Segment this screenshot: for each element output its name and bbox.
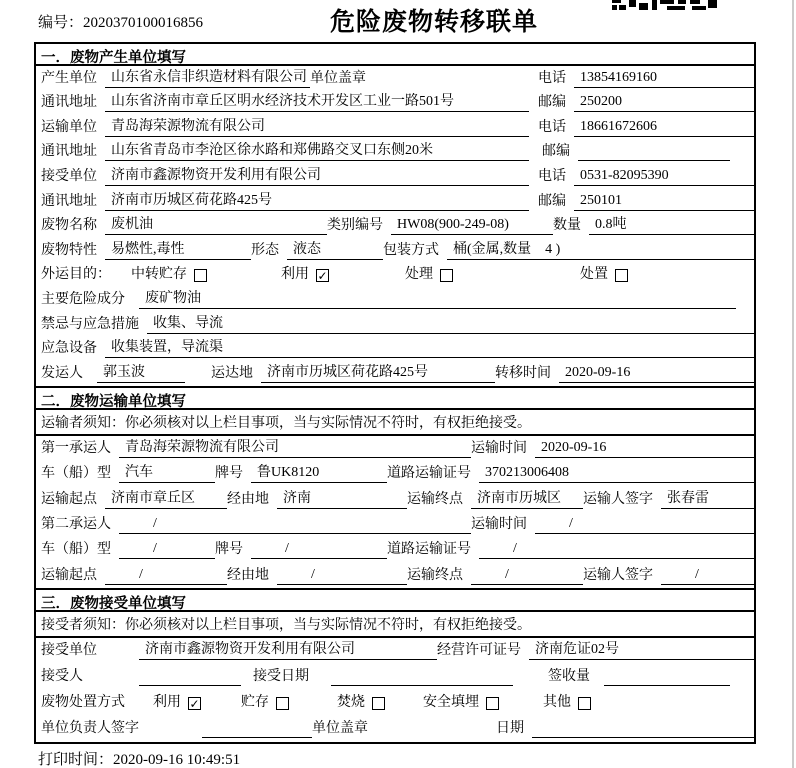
form-row [36,263,754,288]
field-label: 道路运输证号 [387,542,471,558]
section-receiver [36,588,754,742]
unchecked-checkbox-icon [440,269,453,282]
field-label: 邮编 [538,193,566,209]
field-value: 济南市章丘区 [105,490,227,509]
field-label: 废物处置方式 [41,695,125,711]
field-label: 主要危险成分 [41,291,125,307]
field-value: / [119,515,471,534]
blank-underline [331,667,513,686]
field-value: 370213006408 [479,464,754,483]
field-label: 禁忌与应急措施 [41,316,139,332]
field-label: 经营许可证号 [437,643,521,659]
section-heading: 一．废物产生单位填写 [36,44,754,66]
field-value: 2020-09-16 [535,439,754,458]
field-value: 张春雷 [661,490,754,509]
form-row [36,91,754,116]
checkbox-option [580,266,628,284]
field-value: 废机油 [105,216,327,235]
unchecked-checkbox-icon [372,697,385,710]
field-label: 通讯地址 [41,193,97,209]
section-producer [36,44,754,386]
checkbox-label: 其他 [543,695,571,711]
page-title: 危险废物转移联单 [330,9,539,36]
field-value: / [251,540,387,559]
field-value: 桶(金属,数量 4 ) [447,241,754,260]
form-row [36,638,754,664]
field-value: / [471,566,583,585]
form-row [36,140,754,165]
field-label: 单位盖章 [310,70,366,86]
field-label: 电话 [538,119,566,135]
form-row [36,512,754,537]
field-value: 250101 [574,192,754,211]
field-value: 青岛海荣源物流有限公司 [119,439,471,458]
field-value: 易燃性,毒性 [105,241,251,260]
field-value: 汽车 [119,464,215,483]
checkbox-option [405,266,453,284]
form-row [36,361,754,386]
field-value: HW08(900-249-08) [391,216,553,235]
form-row [36,663,754,689]
field-label: 单位盖章 [312,721,368,737]
notice-text: 运输者须知：你必须核对以上栏目事项，当与实际情况不符时，有权拒绝接受。 [36,410,754,436]
field-label: 经由地 [227,567,269,583]
unchecked-checkbox-icon [578,697,591,710]
field-value: 2020-09-16 [559,364,754,383]
form-row [36,214,754,239]
checkbox-option [153,694,201,712]
field-label: 发运人 [41,365,83,381]
field-label: 接受单位 [41,643,97,659]
unchecked-checkbox-icon [615,269,628,282]
field-label: 通讯地址 [41,144,97,160]
field-label: 包装方式 [383,242,439,258]
field-label: 单位负责人签字 [41,721,139,737]
form-row [36,115,754,140]
print-time-label: 打印时间： [38,752,114,768]
checkbox-label: 处理 [405,267,433,283]
checkbox-option [131,266,207,284]
serial-label: 编号： [38,15,84,31]
field-label: 运输时间 [471,441,527,457]
field-label: 接受人 [41,669,83,685]
field-label: 外运目的： [41,267,111,283]
checked-checkbox-icon: ✓ [189,696,200,711]
field-label: 形态 [251,242,279,258]
form-row [36,436,754,461]
field-value: 0.8吨 [589,216,754,235]
field-value: 济南市历城区 [471,490,583,509]
field-value: 济南危证02号 [529,641,754,660]
field-value: 山东省济南市章丘区明水经济技术开发区工业一路501号 [105,93,529,112]
field-label: 应急设备 [41,341,97,357]
field-label: 转移时间 [495,365,551,381]
field-value: 济南市历城区荷花路425号 [261,364,495,383]
form-row [36,486,754,511]
form-row [36,337,754,362]
field-value: 济南市鑫源物资开发利用有限公司 [139,641,437,660]
field-label: 运输人签字 [583,567,653,583]
field-value: 郭玉波 [97,364,185,383]
form-row [36,537,754,562]
serial-number [38,11,203,32]
section-heading: 二．废物运输单位填写 [36,388,754,410]
field-label: 签收量 [548,669,590,685]
field-value: 山东省永信非织造材料有限公司 [105,69,310,88]
field-value: / [535,515,754,534]
field-label: 运输终点 [407,491,463,507]
field-label: 废物名称 [41,218,97,234]
page-edge-line [792,0,794,768]
section-heading: 三．废物接受单位填写 [36,590,754,612]
field-value: 济南市历城区荷花路425号 [105,192,529,211]
unchecked-checkbox-icon [486,697,499,710]
field-value: 收集、导流 [147,315,754,334]
field-label: 通讯地址 [41,95,97,111]
field-value: 收集装置，导流渠 [105,339,754,358]
checkbox-option [543,694,591,712]
field-label: 电话 [538,168,566,184]
blank-underline [532,719,754,738]
field-value: 废矿物油 [139,290,736,309]
field-value: 济南市鑫源物资开发利用有限公司 [105,167,529,186]
field-label: 道路运输证号 [387,466,471,482]
blank-underline [139,667,241,686]
unchecked-checkbox-icon [276,697,289,710]
form-row [36,164,754,189]
field-label: 经由地 [227,491,269,507]
blank-underline [604,667,730,686]
field-value: 济南 [277,490,407,509]
field-label: 第一承运人 [41,441,111,457]
field-label: 产生单位 [41,70,97,86]
field-value: 250200 [574,93,754,112]
checkbox-label: 中转贮存 [131,267,187,283]
field-value: / [119,540,215,559]
field-label: 运输时间 [471,516,527,532]
form-row [36,66,754,91]
form-row [36,461,754,486]
qr-code-fragment [612,0,717,10]
field-label: 第二承运人 [41,516,111,532]
blank-underline [578,142,730,161]
field-label: 运输起点 [41,567,97,583]
form-row [36,189,754,214]
field-label: 接受单位 [41,168,97,184]
form-row [36,715,754,741]
checkbox-label: 利用 [281,267,309,283]
field-value: / [105,566,227,585]
checked-checkbox-icon: ✓ [317,268,328,283]
field-label: 电话 [538,70,566,86]
field-label: 邮编 [538,95,566,111]
manifest-form [34,42,756,744]
serial-value: 2020370100016856 [83,15,204,31]
checkbox-option [241,694,289,712]
field-value: 18661672606 [574,118,754,137]
field-label: 废物特性 [41,242,97,258]
field-value: 0531-82095390 [574,167,754,186]
print-time [38,748,240,768]
field-label: 邮编 [542,144,570,160]
field-label: 运达地 [211,365,253,381]
field-value: / [661,566,754,585]
field-value: 山东省青岛市李沧区徐水路和郑佛路交叉口东侧20米 [105,142,529,161]
field-value: / [277,566,407,585]
field-label: 车（船）型 [41,466,111,482]
checkbox-label: 贮存 [241,695,269,711]
field-label: 车（船）型 [41,542,111,558]
checkbox-option [281,266,329,284]
field-label: 数量 [553,218,581,234]
checkbox-option [337,694,385,712]
field-label: 运输人签字 [583,491,653,507]
checkbox-label: 利用 [153,695,181,711]
field-label: 运输单位 [41,119,97,135]
checkbox-label: 处置 [580,267,608,283]
field-label: 运输终点 [407,567,463,583]
print-time-value: 2020-09-16 10:49:51 [113,752,241,768]
field-value: / [479,540,754,559]
section-transporter [36,386,754,588]
field-label: 接受日期 [253,669,309,685]
checkbox-option [423,694,499,712]
field-label: 类别编号 [327,218,383,234]
field-value: 13854169160 [574,69,754,88]
checkbox-label: 安全填埋 [423,695,479,711]
form-row [36,238,754,263]
field-label: 日期 [496,721,524,737]
form-row [36,689,754,715]
form-row [36,562,754,587]
form-row [36,287,754,312]
field-value: 鲁UK8120 [251,464,387,483]
notice-text: 接受者须知：你必须核对以上栏目事项，当与实际情况不符时，有权拒绝接受。 [36,612,754,638]
checkbox-label: 焚烧 [337,695,365,711]
field-label: 牌号 [215,542,243,558]
unchecked-checkbox-icon [194,269,207,282]
field-value: 液态 [287,241,383,260]
form-row [36,312,754,337]
field-label: 运输起点 [41,491,97,507]
field-label: 牌号 [215,466,243,482]
blank-underline [202,719,312,738]
field-value: 青岛海荣源物流有限公司 [105,118,529,137]
